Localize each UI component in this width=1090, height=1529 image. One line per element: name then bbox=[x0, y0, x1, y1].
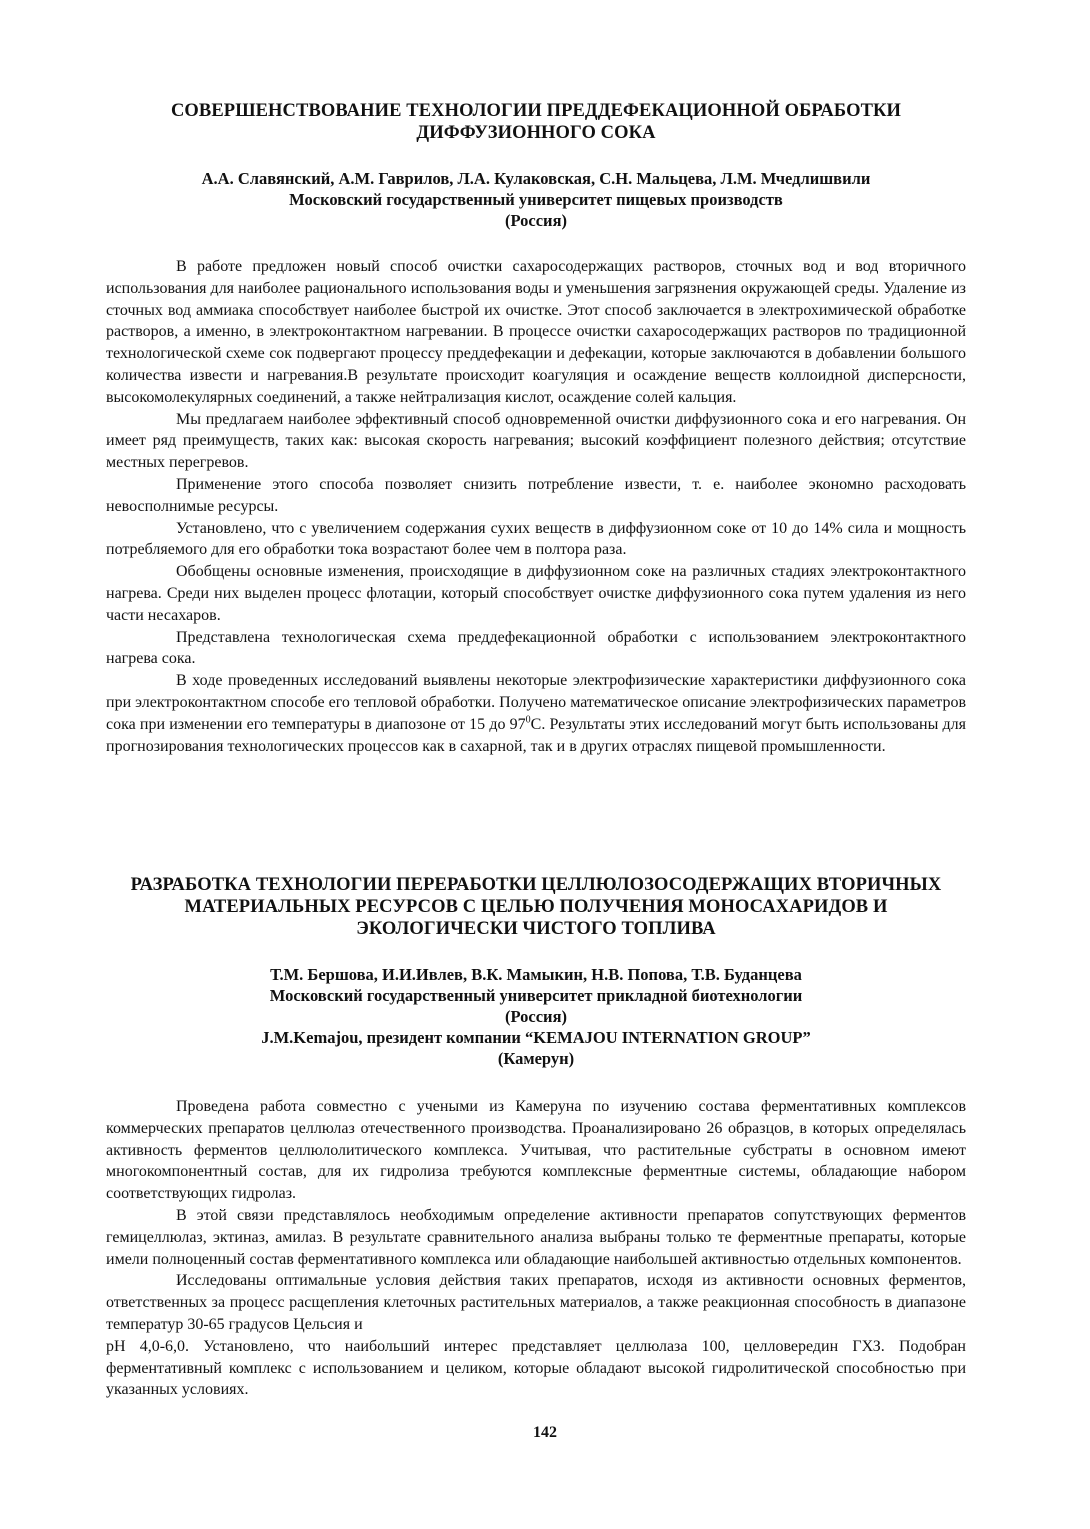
article-2-title-line-3: ЭКОЛОГИЧЕСКИ ЧИСТОГО ТОПЛИВА bbox=[356, 919, 716, 939]
article-1-paragraph: Представлена технологическая схема преддефекационной обработки с использованием электроконтактного нагрева сока. bbox=[106, 628, 966, 668]
article-1-affiliation: Московский государственный университет пищевых производств bbox=[289, 190, 783, 209]
article-2-title-line-2: МАТЕРИАЛЬНЫХ РЕСУРСОВ С ЦЕЛЬЮ ПОЛУЧЕНИЯ МОНОСАХАРИДОВ И bbox=[184, 897, 888, 917]
article-1-paragraph: Применение этого способа позволяет снизить потребление извести, т. е. наиболее экономно расходовать невосполнимые ресурсы. bbox=[106, 475, 966, 515]
article-1-authors: А.А. Славянский, А.М. Гаврилов, Л.А. Кулаковская, С.Н. Мальцева, Л.М. Мчедлишвили bbox=[201, 169, 871, 188]
article-2-paragraph: pH 4,0-6,0. Установлено, что наибольший интерес представляет целлюлаза 100, целловередин ГХЗ. Подобран ферментативный комплекс с использованием и целиком, которые обладают высокой гидролитической способностью при указанных условиях. bbox=[106, 1337, 966, 1399]
article-1-paragraph: В работе предложен новый способ очистки сахаросодержащих растворов, сточных вод и вод вторичного использования для наиболее рационального использования воды и уменьшения загрязнения окружающей среды. Удаление из сточных вод аммиака способствует наиболее быстрой их очистке. Этот способ заключается в электрохимической обработке растворов, а именно, в электроконтактном нагревании. В процессе очистки сахаросодержащих растворов по традиционной технологической схеме сок подвергают процессу преддефекации и дефекации, которые заключаются в добавлении большого количества извести и нагревания.В результате происходит коагуляция и осаждение веществ коллоидной дисперсности, высокомолекулярных соединений, а также нейтрализация кислот, осаждение солей кальция. bbox=[106, 258, 966, 406]
article-2-company: J.M.Kemajou, президент компании “KEMAJOU INTERNATION GROUP” bbox=[261, 1028, 811, 1047]
page-number: 142 bbox=[533, 1424, 557, 1441]
degree-superscript: 0 bbox=[525, 714, 531, 726]
article-1-title-line-1: СОВЕРШЕНСТВОВАНИЕ ТЕХНОЛОГИИ ПРЕДДЕФЕКАЦИОННОЙ ОБРАБОТКИ bbox=[170, 101, 902, 121]
article-2-company-country: (Камерун) bbox=[497, 1049, 575, 1068]
article-1-last-text-a: В ходе проведенных исследований выявлены некоторые электрофизические характеристики диффузионного сока при электроконтактном способе его тепловой обработки. Получено математическое описание электрофизических параметров сока при изменении его температуры в диапозоне от 15 до 97 bbox=[106, 672, 966, 733]
article-2-country: (Россия) bbox=[505, 1007, 567, 1026]
article-1-paragraph: Обобщены основные изменения, происходящие в диффузионном соке на различных стадиях электроконтактного нагрева. Среди них выделен процесс флотации, который способствует очистке диффузионного сока путем удаления из него части несахаров. bbox=[106, 563, 966, 624]
article-2-paragraph: В этой связи представлялось необходимым определение активности препаратов сопутствующих ферментов гемицеллюлаз, эктиназ, амилаз. В результате сравнительного анализа выбраны только те ферментные препараты, которые имели полноценный состав ферментативного комплекса или обладающие наибольшей активностью отдельных компонентов. bbox=[106, 1206, 966, 1268]
article-1-last-text-b: С. Результаты этих исследований могут быть использованы для прогнозирования технологических процессов как в сахарной, так и в других отраслях пищевой промышленности. bbox=[106, 715, 967, 755]
article-2-title-line-1: РАЗРАБОТКА ТЕХНОЛОГИИ ПЕРЕРАБОТКИ ЦЕЛЛЮЛОЗОСОДЕРЖАЩИХ ВТОРИЧНЫХ bbox=[130, 875, 942, 895]
article-1 bbox=[106, 100, 966, 144]
article-1-byline bbox=[106, 168, 966, 231]
article-2-body bbox=[106, 1096, 966, 1401]
article-1-paragraph: Мы предлагаем наиболее эффективный способ одновременной очистки диффузионного сока и его нагревания. Он имеет ряд преимуществ, таких как: высокая скорость нагревания; высокий коэффициент полезного действия; отсутствие местных перегревов. bbox=[106, 410, 966, 472]
article-2-authors: Т.М. Бершова, И.И.Ивлев, В.К. Мамыкин, Н.В. Попова, Т.В. Буданцева bbox=[270, 965, 802, 984]
article-1-paragraph-last bbox=[106, 670, 966, 757]
article-2-paragraph: Исследованы оптимальные условия действия таких препаратов, исходя из активности основных ферментов, ответственных за процесс расщепления клеточных растительных материалов, а также реакционная способность в диапазоне температур 30-65 градусов Цельсия и bbox=[106, 1272, 966, 1333]
article-2-paragraph: Проведена работа совместно с учеными из Камеруна по изучению состава ферментативных комплексов коммерческих препаратов целлюлаз отечественного производства. Проанализировано 26 образцов, в которых определялась активность ферментов целлюлолитического комплекса. Учитывая, что растительные субстраты в основном имеют многокомпонентный состав, для их гидролиза требуются комплексные ферментные системы, обладающие набором соответствующих гидролаз. bbox=[106, 1098, 966, 1203]
article-1-title-line-2: ДИФФУЗИОННОГО СОКА bbox=[416, 123, 656, 143]
article-1-paragraph: Установлено, что с увеличением содержания сухих веществ в диффузионном соке от 10 до 14% сила и мощность потребляемого для его обработки тока возрастают более чем в полтора раза. bbox=[106, 519, 966, 559]
article-2-byline bbox=[106, 964, 966, 1069]
article-2-affiliation: Московский государственный университет прикладной биотехнологии bbox=[269, 986, 803, 1005]
article-2 bbox=[106, 874, 966, 940]
article-1-body bbox=[106, 256, 966, 757]
article-1-country: (Россия) bbox=[505, 211, 567, 230]
